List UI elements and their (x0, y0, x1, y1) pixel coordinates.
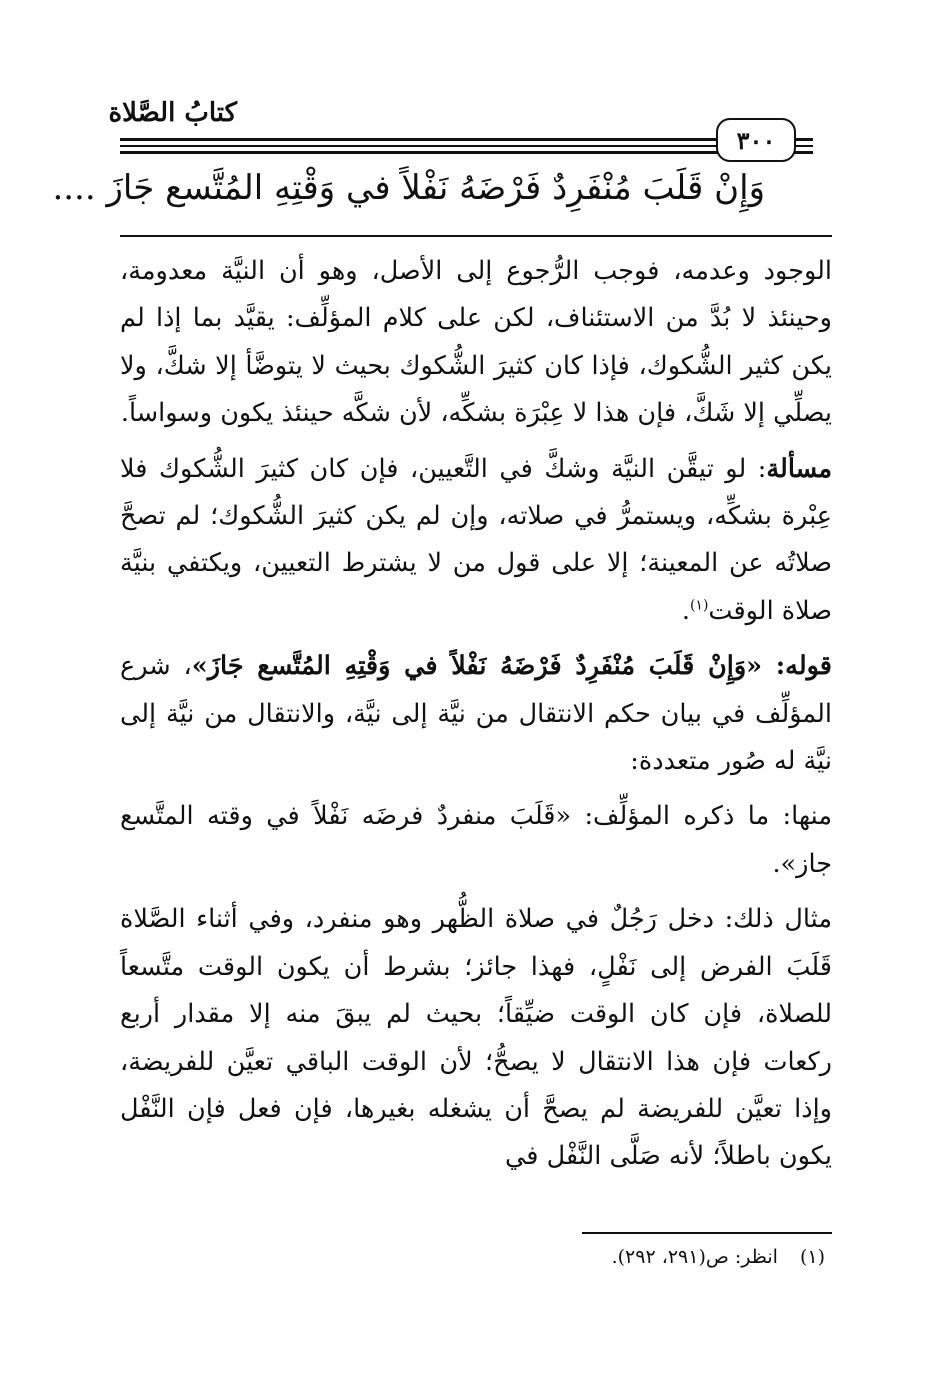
paragraph (120, 643, 832, 785)
quote-label: قوله: «وَإِنْ قَلَبَ مُنْفَرِدٌ فَرْضَهُ نَفْلاً في وَقْتِهِ المُتَّسع جَازَ» (191, 651, 832, 682)
paragraph-text: : لو تيقَّن النيَّة وشكَّ في التَّعيين، فإن كان كثيرَ الشُّكوك فلا عِبْرة بشكِّه، ويستمرُّ في صلاته، وإن لم يكن كثيرَ الشُّكوك؛ لم تصحَّ صلاتُه عن المعينة؛ إلا على قول من لا يشترط التعيين، ويكتفي بنيَّة صلاة الوقت (120, 453, 832, 626)
matn-heading: وَإِنْ قَلَبَ مُنْفَرِدٌ فَرْضَهُ نَفْلاً في وَقْتِهِ المُتَّسع جَازَ .... (52, 168, 765, 208)
header-rule (120, 145, 813, 147)
footnote-divider (582, 1232, 832, 1234)
heading-divider (120, 235, 832, 237)
footnote-text: انظر: ص(٢٩١، ٢٩٢). (611, 1246, 778, 1268)
footnote (612, 1246, 825, 1268)
header-rule (120, 138, 813, 141)
paragraph-text: منها: ما ذكره المؤلِّف: «قَلَبَ منفردٌ فرضَه نَفْلاً في وقته المتَّسع جاز». (120, 801, 832, 879)
issue-label: مسألة (766, 453, 832, 484)
header-rule (120, 151, 813, 154)
page-body (120, 248, 832, 1189)
paragraph (120, 248, 832, 438)
paragraph (120, 896, 832, 1180)
paragraph-text: الوجود وعدمه، فوجب الرُّجوع إلى الأصل، وهو أن النيَّة معدومة، وحينئذ لا بُدَّ من الاستئناف، لكن على كلام المؤلِّف: يقيَّد بما إذا لم يكن كثير الشُّكوك، فإذا كان كثيرَ الشُّكوك بحيث لا يتوضَّأ إلا شكَّ، ولا يصلِّي إلا شَكَّ، فإن هذا لا عِبْرَة بشكِّه، لأن شكَّه حينئذ يكون وسواساً. (120, 256, 832, 429)
footnote-number: (١) (799, 1246, 825, 1268)
paragraph-text: . (681, 595, 690, 626)
paragraph (120, 793, 832, 888)
page-number: ٣٠٠ (716, 118, 796, 162)
paragraph-text: ، شرع المؤلِّف في بيان حكم الانتقال من نيَّة إلى نيَّة، والانتقال من نيَّة إلى نيَّة له صُور متعددة: (120, 651, 832, 777)
paragraph-text: مثال ذلك: دخل رَجُلٌ في صلاة الظُّهر وهو منفرد، وفي أثناء الصَّلاة قَلَبَ الفرض إلى نَفْلٍ، فهذا جائز؛ بشرط أن يكون الوقت متَّسعاً للصلاة، فإن كان الوقت ضيِّقاً؛ بحيث لم يبقَ منه إلا مقدار أربع ركعات فإن هذا الانتقال لا يصحُّ؛ لأن الوقت الباقي تعيَّن للفريضة، وإذا تعيَّن للفريضة لم يصحَّ أن يشغله بغيرها، فإن فعل فإن النَّفْل يكون باطلاً؛ لأنه صَلَّى النَّفْل في (120, 904, 832, 1172)
footnote-reference: (١) (689, 597, 709, 614)
paragraph (120, 446, 832, 636)
book-title: كتابُ الصَّلاة (108, 98, 237, 128)
